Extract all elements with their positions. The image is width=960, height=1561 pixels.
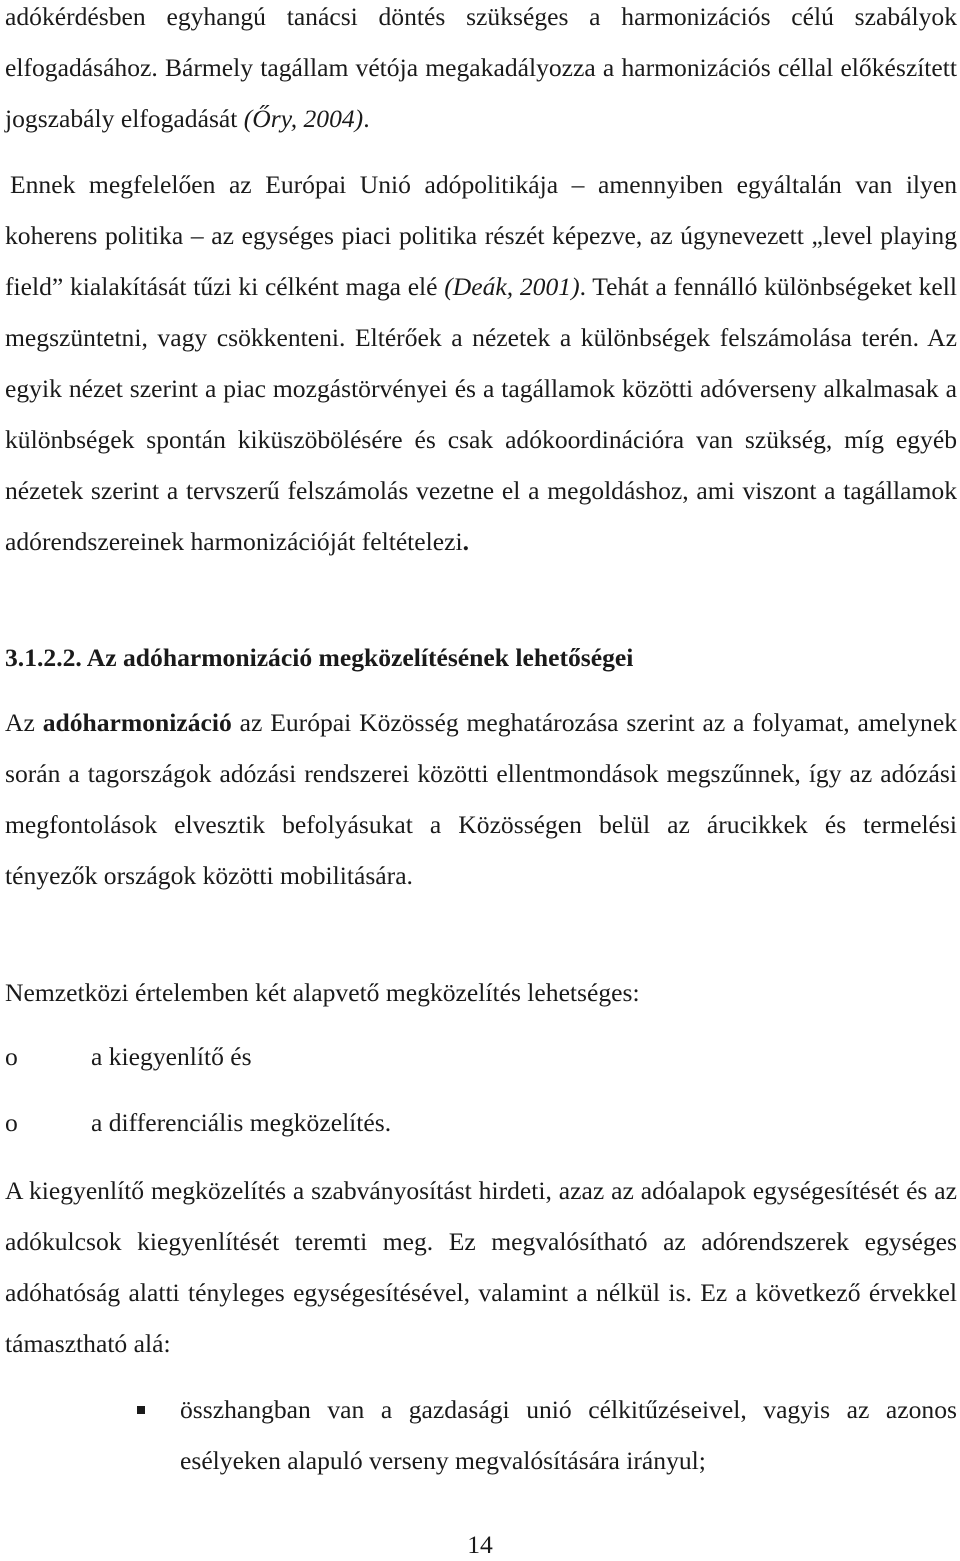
list-item-text: összhangban van a gazdasági unió célkitűzéseivel, vagyis az azonos esélyeken alapuló verseny megvalósítására irányul; <box>180 1395 957 1475</box>
paragraph-end: . <box>363 104 370 133</box>
paragraph-eu-tax-policy <box>5 159 957 567</box>
paragraph-approaches-intro: Nemzetközi értelemben két alapvető megközelítés lehetséges: <box>5 978 640 1007</box>
paragraph-text: az Európai Közösség meghatározása szerint az a folyamat, amelynek során a tagországok adózási rendszerei közötti ellentmondások megszűnnek, így az adózási megfontolások elvesztik befolyásukat a Közösségen belül az árucikkek és termelési tényezők országok közötti mobilitására. <box>5 708 957 890</box>
square-bullet-icon <box>137 1406 145 1414</box>
paragraph-text-continued: . Tehát a fennálló különbségeket kell megszüntetni, vagy csökkenteni. Eltérőek a nézetek a különbségek felszámolása terén. Az egyik nézet szerint a piac mozgástörvényei és a tagállamok közötti adóverseny alkalmasak a különbségek spontán kiküszöbölésére és csak adókoordinációra van szükség, míg egyéb nézetek szerint a tervszerű felszámolás vezetne el a megoldáshoz, ami viszont a tagállamok adórendszereinek harmonizációját feltételezi <box>5 272 958 556</box>
defined-term: adóharmonizáció <box>42 708 232 737</box>
paragraph-text: Ennek megfelelően az Európai Unió adópolitikája – amennyiben egyáltalán van ilyen koherens politika – az egységes piaci politika részét képezve, az úgynevezett „level playing field” kialakítását tűzi ki célként maga elé <box>5 170 957 301</box>
list-item <box>5 1097 957 1163</box>
paragraph-equalizing-approach: A kiegyenlítő megközelítés a szabványosítást hirdeti, azaz az adóalapok egységesítését és az adókulcsok kiegyenlítését teremti meg. Ez megvalósítható az adórendszerek egységes adóhatóság alatti tényleges egységesítésével, valamint a nélkül is. Ez a következő érvekkel támasztható alá: <box>5 1176 957 1358</box>
paragraph-definition <box>5 697 957 901</box>
list-item <box>5 1384 957 1486</box>
citation: (Őry, 2004) <box>243 104 364 133</box>
section-heading: 3.1.2.2. Az adóharmonizáció megközelítésének lehetőségei <box>5 643 634 672</box>
list-item-text: a kiegyenlítő és <box>91 1042 252 1071</box>
paragraph-continuation <box>5 0 957 144</box>
list-item <box>5 1031 957 1097</box>
list-item-text: a differenciális megközelítés. <box>91 1108 392 1137</box>
approaches-list <box>5 1031 957 1163</box>
circle-bullet-icon: o <box>5 1042 18 1071</box>
page-number: 14 <box>467 1530 493 1559</box>
paragraph-end: . <box>462 527 469 556</box>
arguments-list <box>5 1384 957 1486</box>
citation: (Deák, 2001) <box>444 272 580 301</box>
paragraph-start: Az <box>5 708 43 737</box>
paragraph-text: adókérdésben egyhangú tanácsi döntés szükséges a harmonizációs célú szabályok elfogadásához. Bármely tagállam vétója megakadályozza a harmonizációs céllal előkészített jogszabály elfogadását <box>5 2 957 133</box>
circle-bullet-icon: o <box>5 1108 18 1137</box>
